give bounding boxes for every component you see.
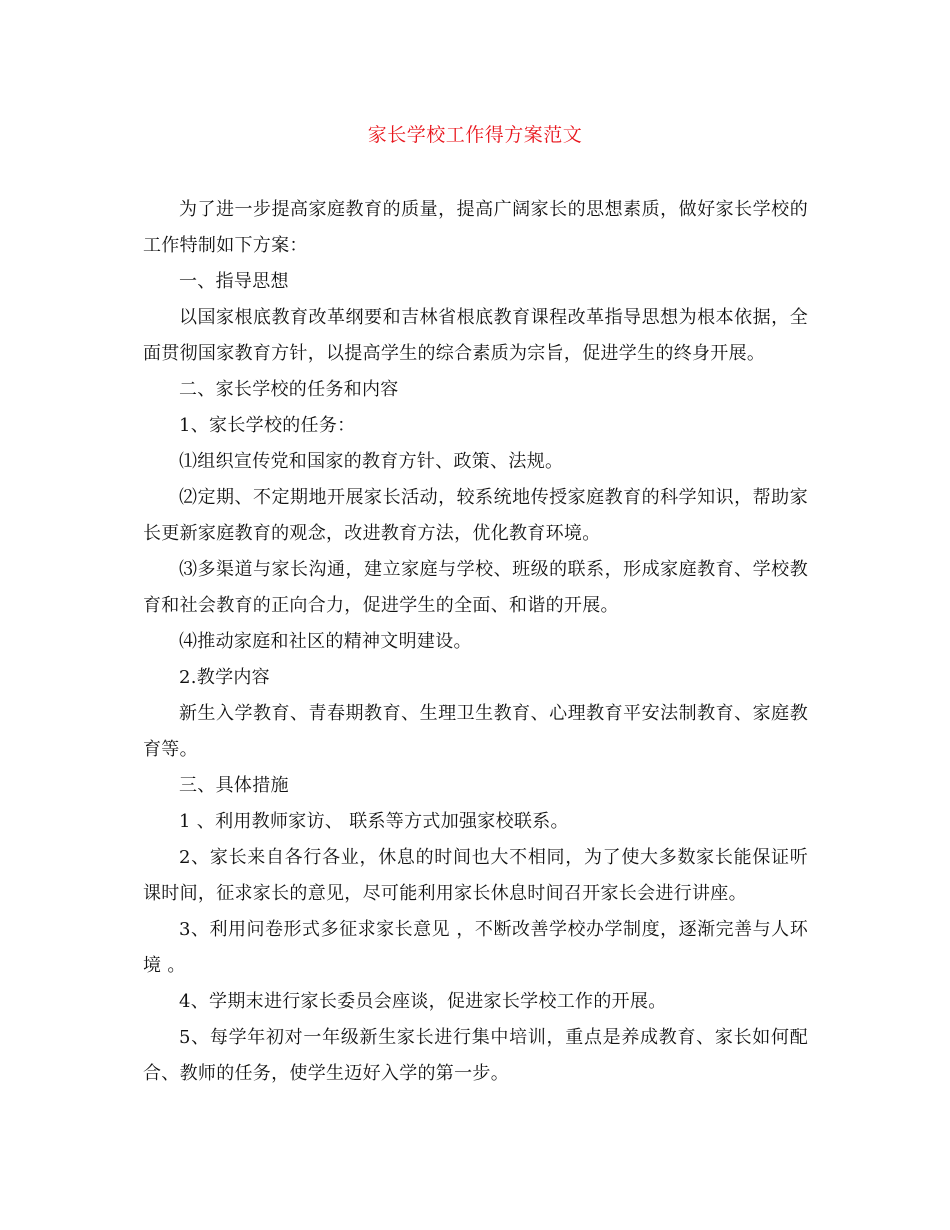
list-item: 1 、利用教师家访、 联系等方式加强家校联系。 xyxy=(179,811,569,832)
list-item: ⑶多渠道与家长沟通，建立家庭与学校、班级的联系，形成家庭教育、学校教育和社会教育的正向合力，促进学生的全面、和谐的开展。 xyxy=(143,559,808,616)
section-heading: 三、具体措施 xyxy=(179,775,289,796)
list-item: 5、每学年初对一年级新生家长进行集中培训，重点是养成教育、家长如何配合、教师的任务，使学生迈好入学的第一步。 xyxy=(143,1027,808,1084)
list-item: 2、家长来自各行各业，休息的时间也大不相同，为了使大多数家长能保证听课时间，征求家长的意见，尽可能利用家长休息时间召开家长会进行讲座。 xyxy=(143,847,808,904)
document-body xyxy=(143,192,808,1092)
subsection-heading: 2.教学内容 xyxy=(179,667,270,688)
subsection-heading: 1、家长学校的任务： xyxy=(179,415,356,436)
list-item: 3、利用问卷形式多征求家长意见 ，不断改善学校办学制度，逐渐完善与人环境 。 xyxy=(143,919,808,976)
section-heading: 一、指导思想 xyxy=(179,271,289,292)
list-item: ⑵定期、不定期地开展家长活动，较系统地传授家庭教育的科学知识，帮助家长更新家庭教育的观念，改进教育方法，优化教育环境。 xyxy=(143,487,808,544)
document-title: 家长学校工作得方案范文 xyxy=(367,124,583,146)
section-heading: 二、家长学校的任务和内容 xyxy=(179,379,399,400)
list-item: ⑷推动家庭和社区的精神文明建设。 xyxy=(179,631,472,652)
paragraph: 为了进一步提高家庭教育的质量，提高广阔家长的思想素质，做好家长学校的工作特制如下方案： xyxy=(143,199,808,256)
paragraph: 以国家根底教育改革纲要和吉林省根底教育课程改革指导思想为根本依据，全面贯彻国家教育方针，以提高学生的综合素质为宗旨，促进学生的终身开展。 xyxy=(143,307,808,364)
list-item: ⑴组织宣传党和国家的教育方针、政策、法规。 xyxy=(179,451,564,472)
list-item: 4、学期末进行家长委员会座谈，促进家长学校工作的开展。 xyxy=(179,991,667,1012)
paragraph: 新生入学教育、青春期教育、生理卫生教育、心理教育平安法制教育、家庭教育等。 xyxy=(143,703,808,760)
